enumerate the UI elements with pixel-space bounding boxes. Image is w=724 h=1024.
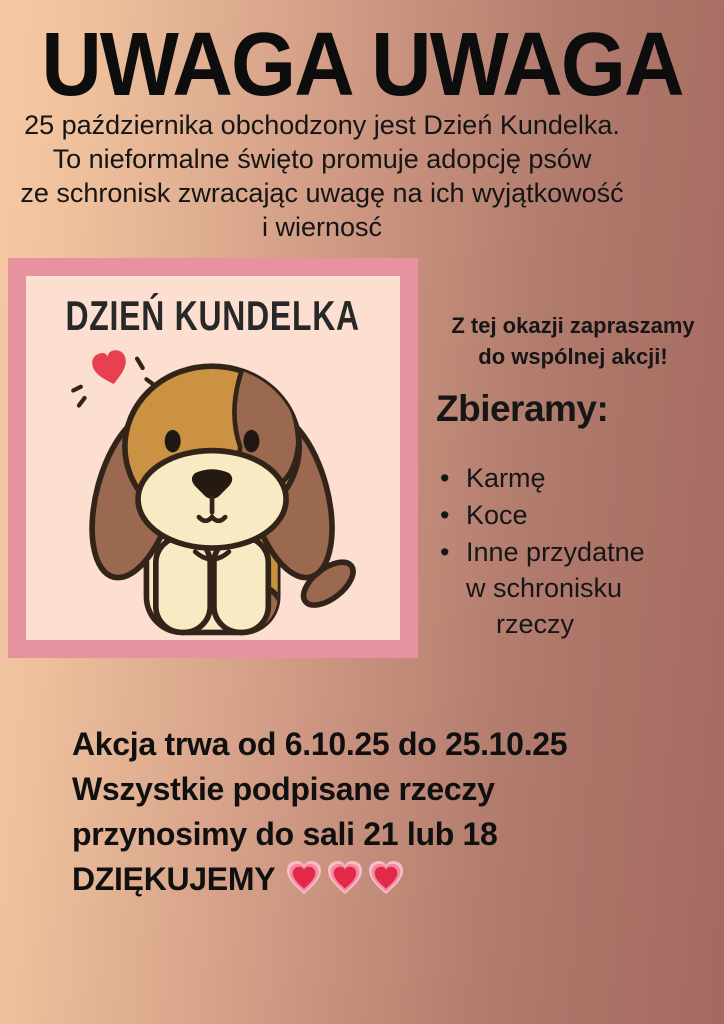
intro-paragraph <box>0 108 644 244</box>
list-item <box>440 534 700 642</box>
intro-line: ze schronisk zwracając uwagę na ich wyjątkowość <box>20 178 624 208</box>
collect-heading: Zbieramy: <box>436 388 609 429</box>
footer-line: Akcja trwa od 6.10.25 do 25.10.25 <box>72 726 568 762</box>
footer-line: Wszystkie podpisane rzeczy <box>72 771 495 807</box>
footer-thanks-text: DZIĘKUJEMY <box>72 861 276 897</box>
intro-line: 25 października obchodzony jest Dzień Kundelka. <box>24 110 620 140</box>
list-item-text: rzeczy <box>496 609 575 639</box>
heart-icon <box>367 860 405 896</box>
dog-illustration <box>40 338 386 638</box>
dog-icon <box>40 338 386 638</box>
intro-line: To nieformalne święto promuje adopcję psów <box>52 144 592 174</box>
list-item-text: Inne przydatne <box>466 537 645 567</box>
invite-text <box>430 310 716 372</box>
invite-line: Z tej okazji zapraszamy <box>451 313 695 338</box>
heart-icon <box>285 860 323 896</box>
heart-icon <box>326 860 364 896</box>
list-item-text: Koce <box>466 500 528 530</box>
picture-frame <box>8 258 418 658</box>
poster-title: UWAGA UWAGA <box>41 15 683 115</box>
heart-doodle-icon <box>90 348 130 387</box>
list-item-text: Karmę <box>466 463 546 493</box>
collect-list <box>440 460 700 643</box>
intro-line: i wiernosć <box>261 212 383 242</box>
list-item <box>440 497 700 533</box>
footer-line: przynosimy do sali 21 lub 18 <box>72 816 498 852</box>
bullet-icon: • <box>440 537 450 567</box>
bullet-icon: • <box>440 463 450 493</box>
picture-panel <box>26 276 400 640</box>
list-item <box>440 460 700 496</box>
footer-block <box>72 722 567 902</box>
list-item-text: w schronisku <box>466 573 623 603</box>
invite-line: do wspólnej akcji! <box>478 344 668 369</box>
footer-thanks-line <box>72 857 567 902</box>
card-caption: DZIEŃ KUNDELKA <box>65 292 361 339</box>
bullet-icon: • <box>440 500 450 530</box>
hearts-row <box>285 860 405 896</box>
